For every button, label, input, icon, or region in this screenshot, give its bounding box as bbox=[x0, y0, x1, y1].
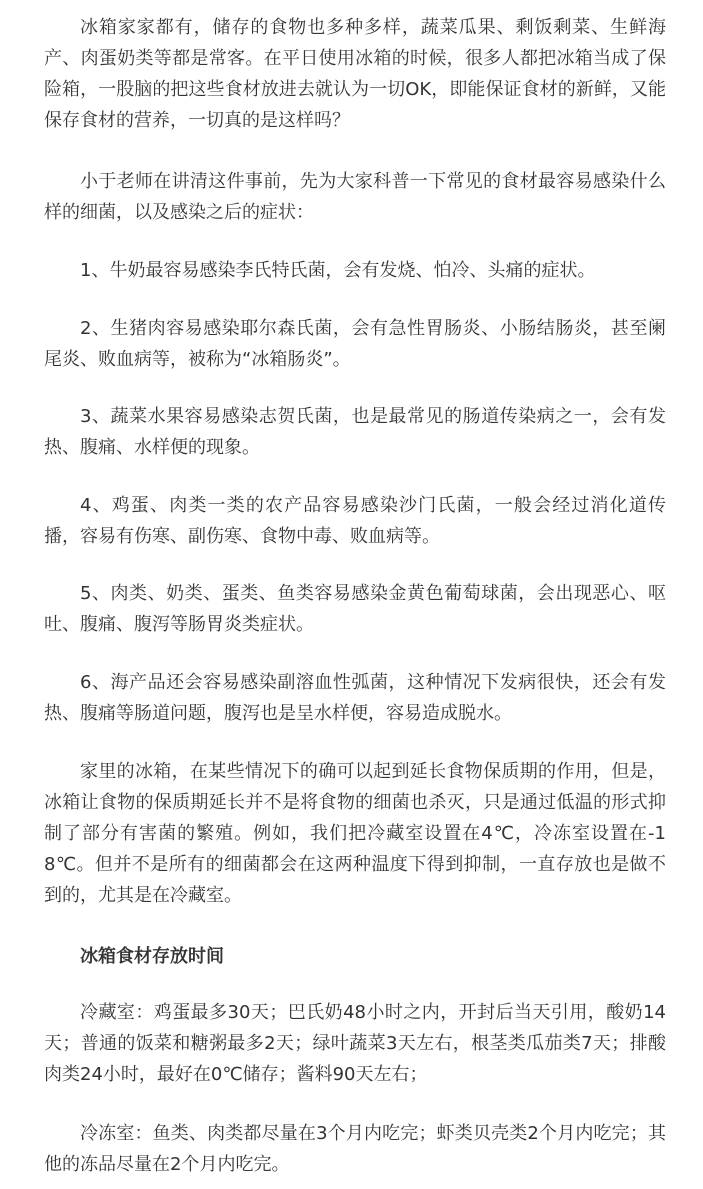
bacteria-item-staph: 5、肉类、奶类、蛋类、鱼类容易感染金黄色葡萄球菌，会出现恶心、呕吐、腹痛、腹泻等肠胃炎类症状。 bbox=[44, 583, 666, 635]
bacteria-item-pork: 2、生猪肉容易感染耶尔森氏菌，会有急性胃肠炎、小肠结肠炎，甚至阑尾炎、败血病等，被称为“冰箱肠炎”。 bbox=[44, 318, 666, 370]
bacteria-item-seafood: 6、海产品还会容易感染副溶血性弧菌，这种情况下发病很快，还会有发热、腹痛等肠道问题，腹泻也是呈水样便，容易造成脱水。 bbox=[44, 672, 666, 724]
bacteria-item-eggs-meat: 4、鸡蛋、肉类一类的农产品容易感染沙门氏菌，一般会经过消化道传播，容易有伤寒、副伤寒、食物中毒、败血病等。 bbox=[44, 495, 666, 547]
bacteria-item-milk: 1、牛奶最容易感染李氏特氏菌，会有发烧、怕冷、头痛的症状。 bbox=[80, 260, 596, 281]
fridge-explanation-paragraph: 家里的冰箱，在某些情况下的确可以起到延长食物保质期的作用，但是，冰箱让食物的保质期延长并不是将食物的细菌也杀灭，只是通过低温的形式抑制了部分有害菌的繁殖。例如，我们把冷藏室设置在4℃，冷冻室设置在-18℃。但并不是所有的细菌都会在这两种温度下得到抑制，一直存放也是做不到的，尤其是在冷藏室。 bbox=[44, 761, 666, 906]
section-heading: 冰箱食材存放时间 bbox=[80, 946, 224, 967]
preface-paragraph: 小于老师在讲清这件事前，先为大家科普一下常见的食材最容易感染什么样的细菌，以及感染之后的症状： bbox=[44, 171, 666, 223]
storage-fridge-paragraph: 冷藏室：鸡蛋最多30天；巴氏奶48小时之内，开封后当天引用，酸奶14天；普通的饭菜和糖粥最多2天；绿叶蔬菜3天左右，根茎类瓜茄类7天；排酸肉类24小时，最好在0℃储存；酱料90天左右； bbox=[44, 1002, 666, 1085]
storage-freezer-paragraph: 冷冻室：鱼类、肉类都尽量在3个月内吃完；虾类贝壳类2个月内吃完；其他的冻品尽量在2个月内吃完。 bbox=[44, 1123, 666, 1175]
intro-paragraph: 冰箱家家都有，储存的食物也多种多样，蔬菜瓜果、剩饭剩菜、生鲜海产、肉蛋奶类等都是常客。在平日使用冰箱的时候，很多人都把冰箱当成了保险箱，一股脑的把这些食材放进去就认为一切OK，即能保证食材的新鲜，又能保存食材的营养，一切真的是这样吗？ bbox=[44, 17, 666, 131]
bacteria-item-vegetables: 3、蔬菜水果容易感染志贺氏菌，也是最常见的肠道传染病之一，会有发热、腹痛、水样便的现象。 bbox=[44, 406, 666, 458]
